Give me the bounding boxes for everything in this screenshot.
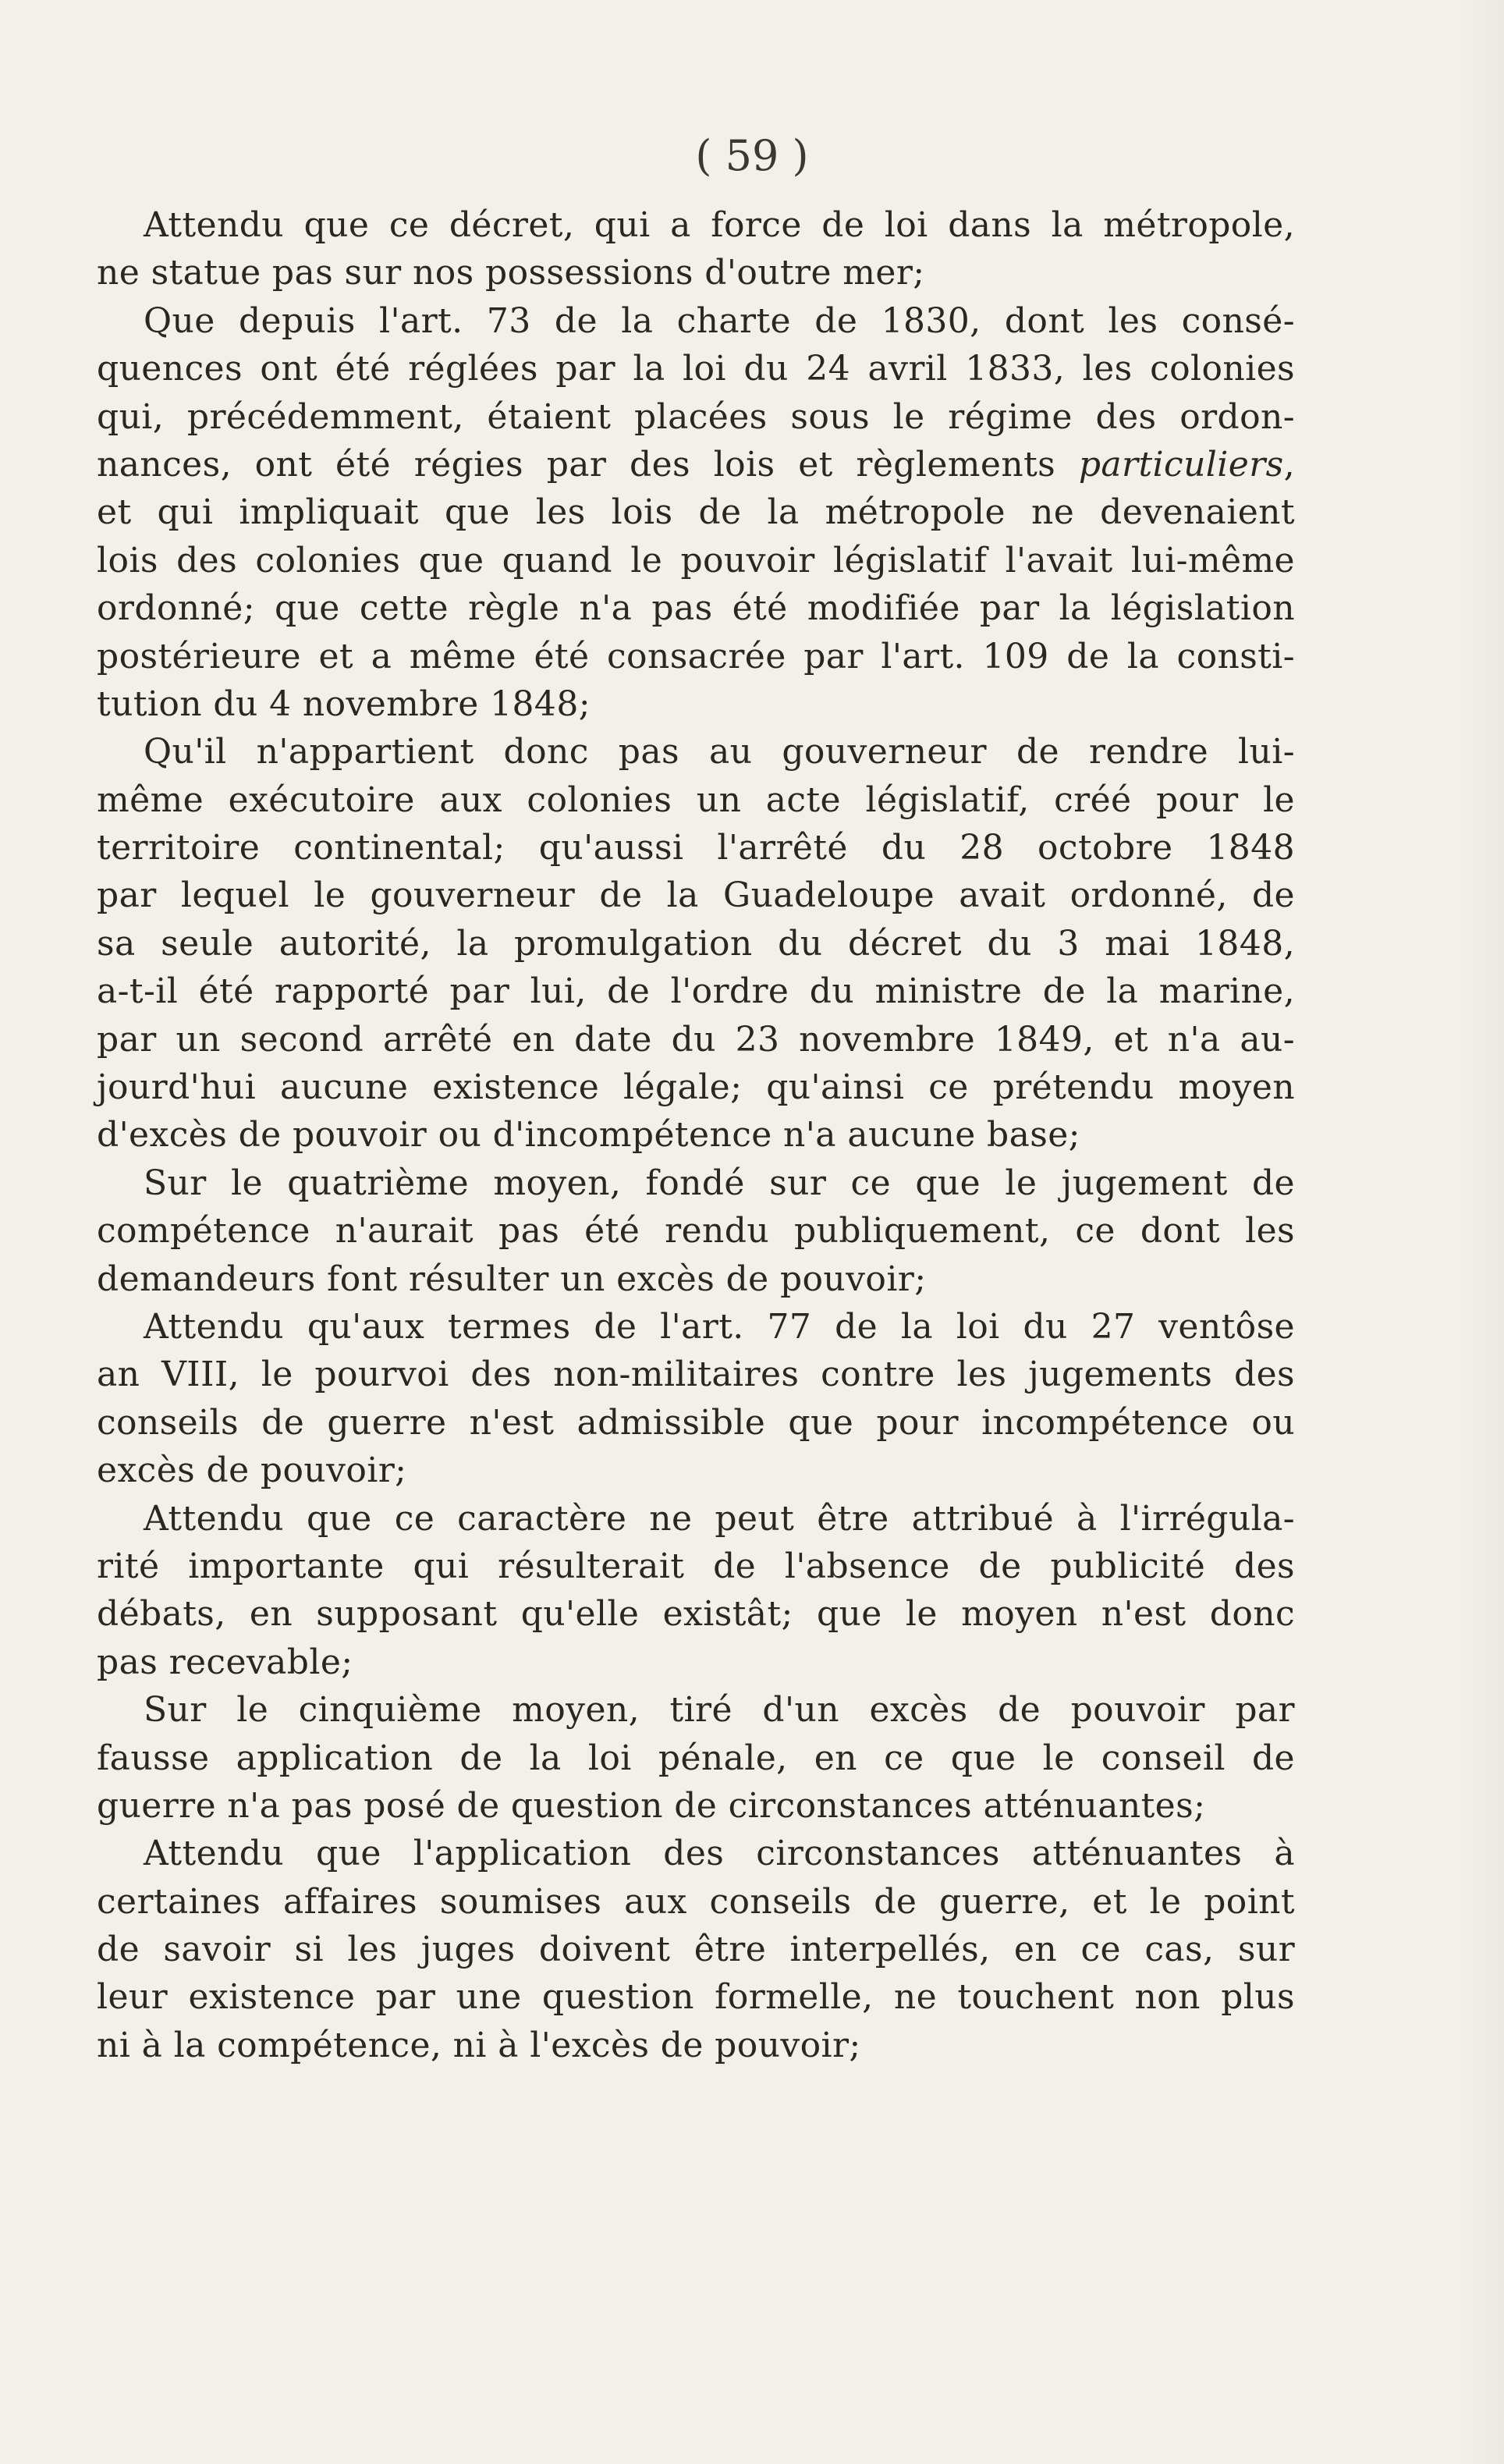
text-line: jourd'hui aucune existence légale; qu'ainsi ce prétendu moyen [97, 1067, 1295, 1108]
text-line: certaines affaires soumises aux conseils de guerre, et le point [97, 1881, 1295, 1922]
text-line: ordonné; que cette règle n'a pas été modifiée par la législation [97, 588, 1295, 629]
text-line: a-t-il été rapporté par lui, de l'ordre du ministre de la marine, [97, 971, 1295, 1012]
text-line: pas recevable; [97, 1642, 353, 1682]
text-line: compétence n'aurait pas été rendu publiquement, ce dont les [97, 1211, 1295, 1252]
text-line: territoire continental; qu'aussi l'arrêté du 28 octobre 1848 [97, 828, 1295, 868]
text-line: ne statue pas sur nos possessions d'outre mer; [97, 253, 925, 293]
text-line: excès de pouvoir; [97, 1450, 407, 1491]
text-line: d'excès de pouvoir ou d'incompétence n'a aucune base; [97, 1115, 1080, 1156]
text-line: par un second arrêté en date du 23 novembre 1849, et n'a au- [97, 1019, 1295, 1060]
text-line: par lequel le gouverneur de la Guadeloupe avait ordonné, de [97, 875, 1295, 916]
text-segment: nances, ont été régies par des lois et règlements [97, 444, 1079, 485]
text-line: conseils de guerre n'est admissible que pour incompétence ou [97, 1402, 1295, 1443]
text-line: quences ont été réglées par la loi du 24 avril 1833, les colonies [97, 349, 1295, 389]
page-number: ( 59 ) [695, 131, 809, 180]
text-line: Sur le quatrième moyen, fondé sur ce que le jugement de [144, 1163, 1295, 1203]
text-line: Attendu qu'aux termes de l'art. 77 de la loi du 27 ventôse [144, 1306, 1295, 1347]
body-text [97, 201, 1295, 2069]
text-line: leur existence par une question formelle, ne touchent non plus [97, 1977, 1295, 2018]
text-line: rité importante qui résulterait de l'absence de publicité des [97, 1546, 1295, 1586]
text-line: et qui impliquait que les lois de la métropole ne devenaient [97, 492, 1295, 533]
page-edge-shadow [1457, 0, 1504, 2464]
text-line: Qu'il n'appartient donc pas au gouverneur de rendre lui- [144, 732, 1295, 772]
italic-word: particuliers [1078, 444, 1284, 485]
text-line-with-italic [97, 441, 1295, 488]
text-line: an VIII, le pourvoi des non-militaires contre les jugements des [97, 1354, 1295, 1395]
text-line: Attendu que ce caractère ne peut être attribué à l'irrégula- [144, 1498, 1295, 1539]
text-line: sa seule autorité, la promulgation du décret du 3 mai 1848, [97, 923, 1295, 964]
punctuation: , [1283, 444, 1295, 485]
text-line: de savoir si les juges doivent être interpellés, en ce cas, sur [97, 1930, 1295, 1970]
text-line: débats, en supposant qu'elle existât; que le moyen n'est donc [97, 1594, 1295, 1635]
text-line: demandeurs font résulter un excès de pouvoir; [97, 1259, 927, 1299]
text-line: lois des colonies que quand le pouvoir législatif l'avait lui-même [97, 540, 1295, 580]
text-line: fausse application de la loi pénale, en ce que le conseil de [97, 1738, 1295, 1778]
text-line: Sur le cinquième moyen, tiré d'un excès de pouvoir par [144, 1690, 1295, 1731]
text-line: postérieure et a même été consacrée par l'art. 109 de la consti- [97, 636, 1295, 676]
text-line: tution du 4 novembre 1848; [97, 683, 591, 724]
text-line: même exécutoire aux colonies un acte législatif, créé pour le [97, 779, 1295, 820]
text-line: Que depuis l'art. 73 de la charte de 1830, dont les consé- [144, 300, 1295, 341]
text-line: guerre n'a pas posé de question de circonstances atténuantes; [97, 1785, 1206, 1826]
text-line: Attendu que ce décret, qui a force de loi dans la métropole, [144, 205, 1295, 245]
text-line: Attendu que l'application des circonstances atténuantes à [144, 1834, 1295, 1874]
text-line: ni à la compétence, ni à l'excès de pouvoir; [97, 2025, 861, 2065]
text-line: qui, précédemment, étaient placées sous le régime des ordon- [97, 396, 1295, 437]
